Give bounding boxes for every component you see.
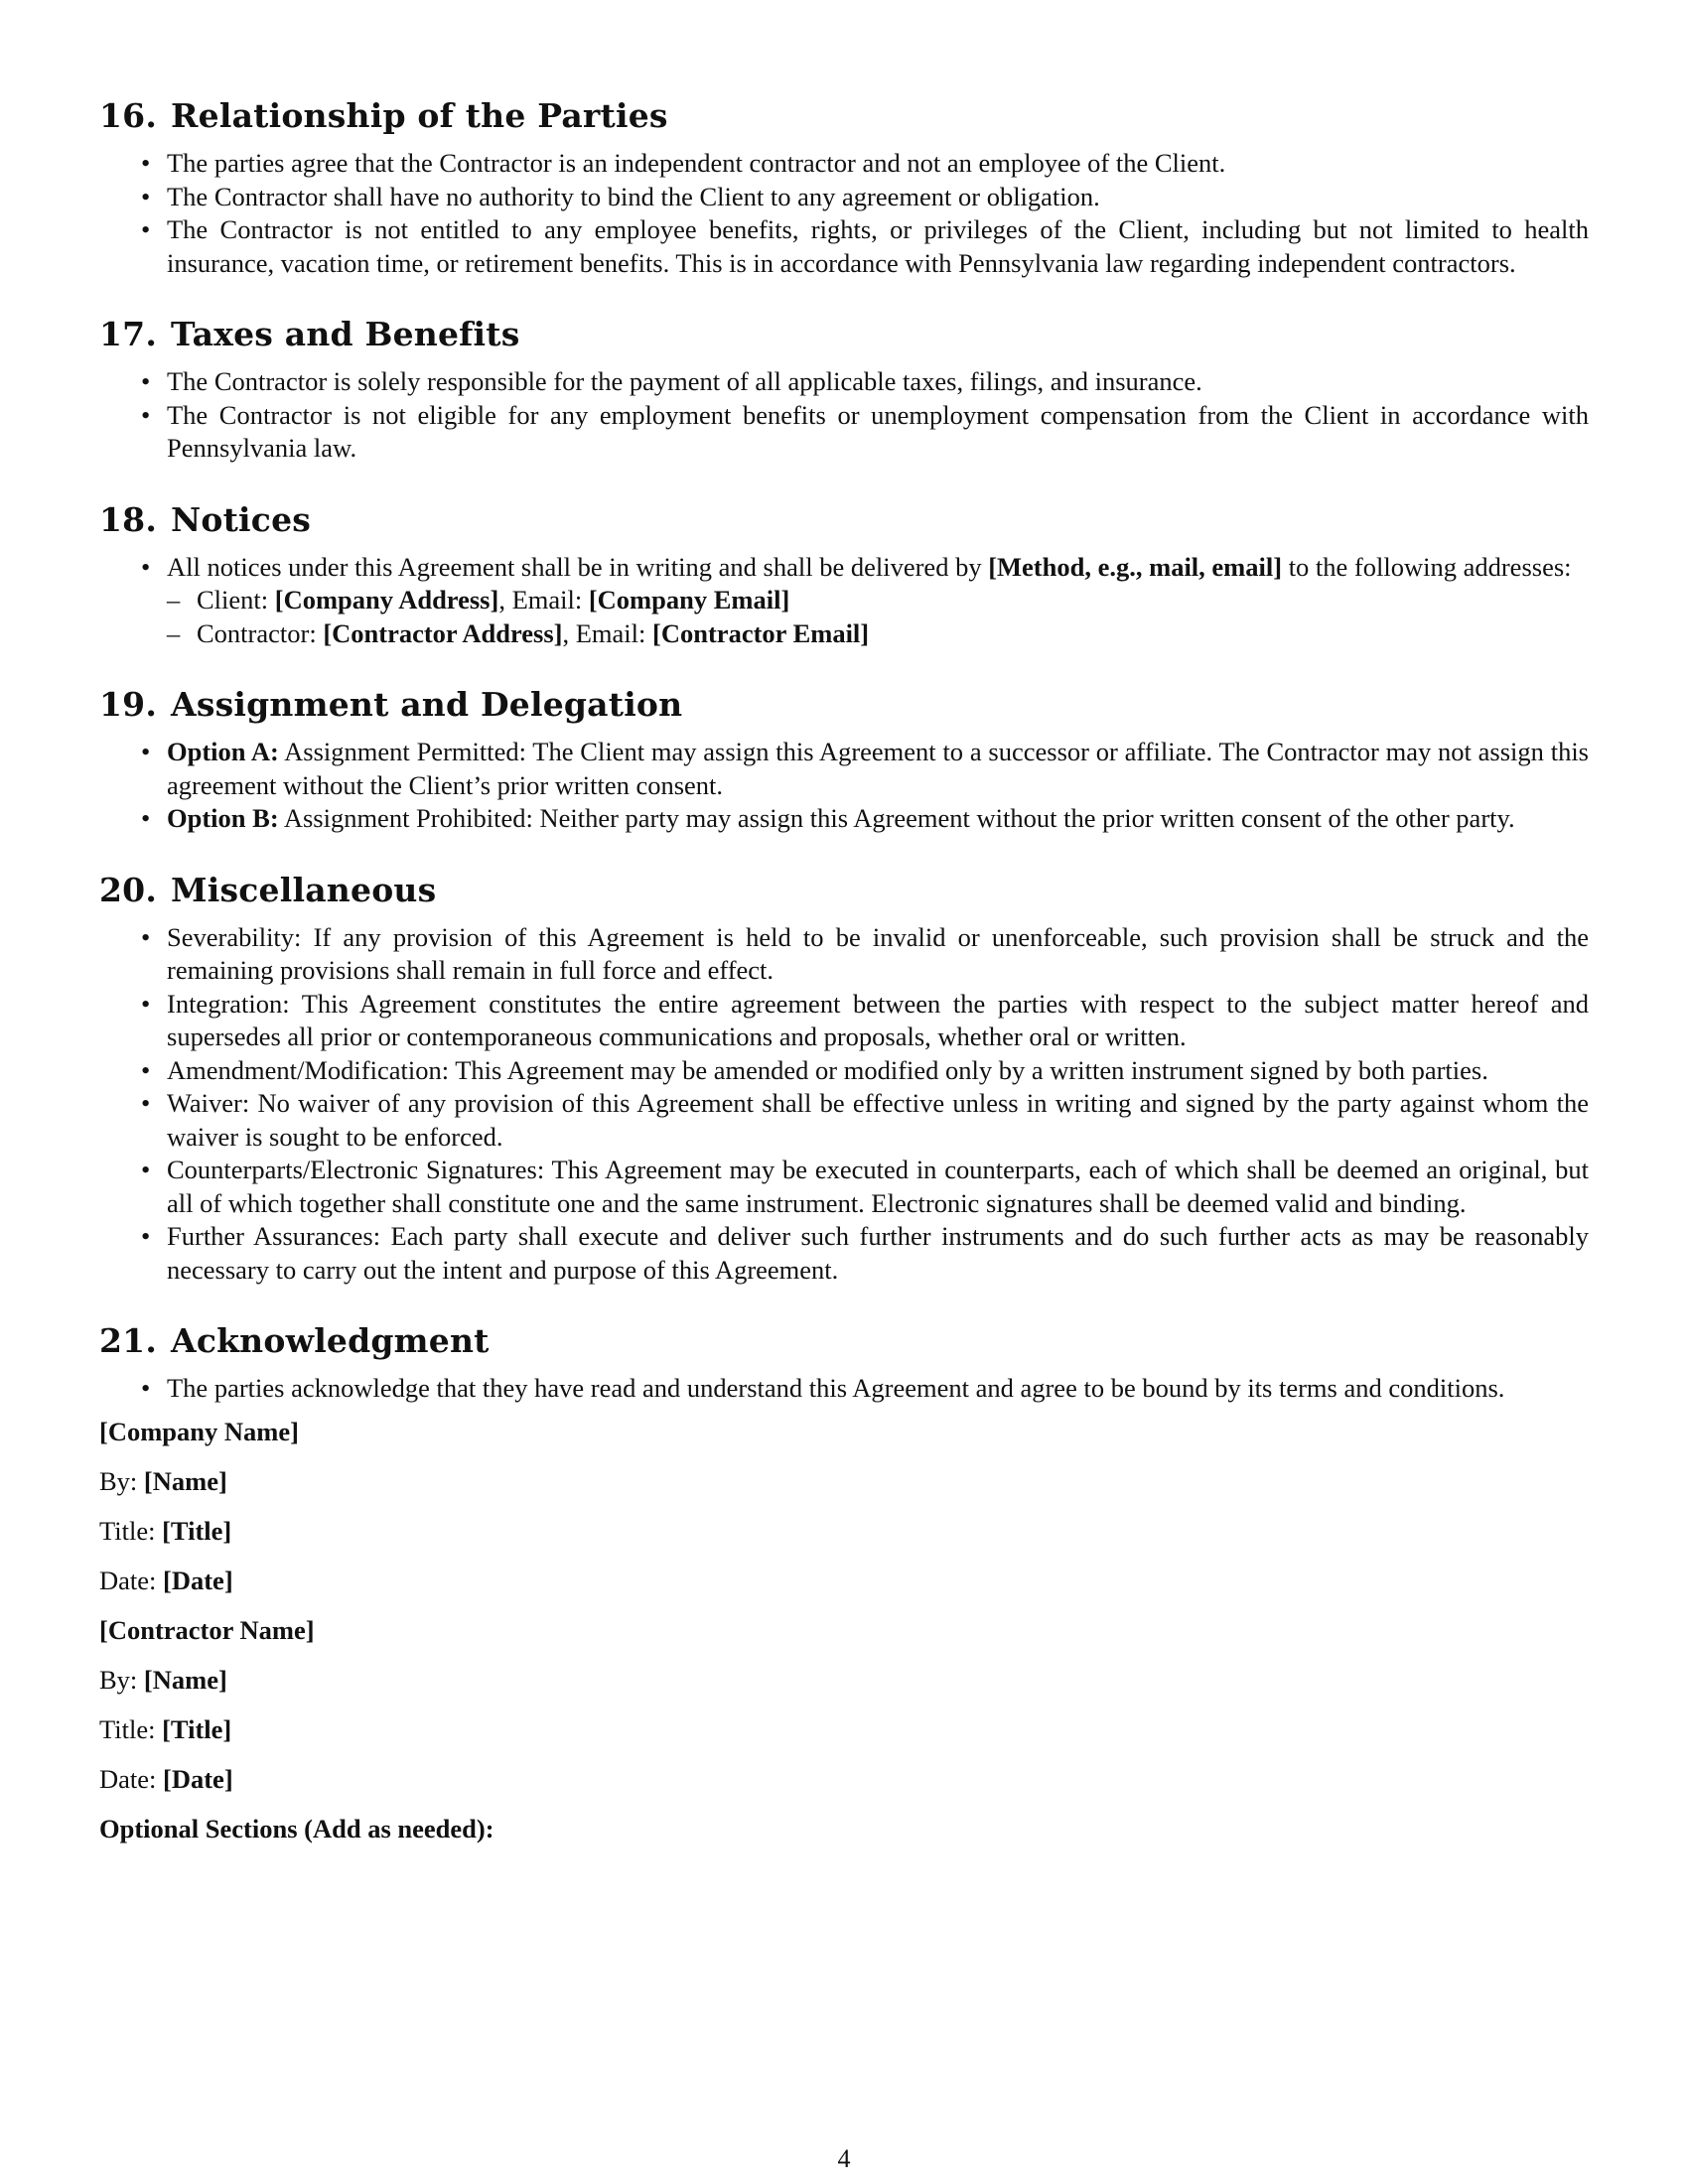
list-item: • Severability: If any provision of this Agreement is held to be invalid or unenforceable, such provision shall be struck and the remaining provisions shall remain in full force and effect.: [167, 921, 1589, 988]
list-item: • Integration: This Agreement constitutes the entire agreement between the parties with respect to the subject matter hereof and supersedes all prior or contemporaneous communications and proposals, whether oral or written.: [167, 988, 1589, 1054]
list-item: • Option A: Assignment Permitted: The Client may assign this Agreement to a successor or affiliate. The Contractor may not assign this agreement without the Client’s prior written consent.: [167, 736, 1589, 802]
section-heading-20: 20. Miscellaneous: [99, 870, 437, 909]
contractor-address-item: – Contractor: [Contractor Address], Email: [Contractor Email]: [197, 617, 1589, 651]
section-heading-18: 18. Notices: [99, 499, 312, 539]
section-heading-19: 19. Assignment and Delegation: [99, 685, 683, 724]
section-heading-17: 17. Taxes and Benefits: [99, 315, 520, 353]
signature-block-company: [Company Name] By: [Name] Title: [Title] Date: [Date]: [99, 1416, 299, 1595]
company-name-placeholder: [Company Name]: [99, 1416, 299, 1446]
list-item: • Counterparts/Electronic Signatures: This Agreement may be executed in counterparts, each of which shall be deemed an original, but all of which together shall constitute one and the same instrument. Electronic signatures shall be deemed valid and binding.: [167, 1154, 1589, 1220]
section-21-list: [99, 1372, 1589, 1406]
section-17-list: [99, 365, 1589, 466]
list-item: • The Contractor is not entitled to any employee benefits, rights, or privileges of the Client, including but not limited to health insurance, vacation time, or retirement benefits. This is in accordance with Pennsylvania law regarding independent contractors.: [167, 213, 1589, 280]
list-item: • The parties acknowledge that they have read and understand this Agreement and agree to be bound by its terms and conditions.: [167, 1372, 1589, 1406]
section-16-list: [99, 147, 1589, 280]
document-body: [99, 87, 1589, 1862]
optional-sections-heading: Optional Sections (Add as needed):: [99, 1813, 494, 1843]
section-heading-21: 21. Acknowledgment: [99, 1321, 490, 1360]
list-item: • Further Assurances: Each party shall execute and deliver such further instruments and do such further acts as may be reasonably necessary to carry out the intent and purpose of this Agreement.: [167, 1220, 1589, 1287]
section-19-list: [99, 736, 1589, 836]
list-item: • Option B: Assignment Prohibited: Neither party may assign this Agreement without the prior written consent of the other party.: [167, 802, 1589, 836]
section-18-list: [99, 551, 1589, 651]
list-item: • The parties agree that the Contractor is an independent contractor and not an employee of the Client.: [167, 147, 1589, 181]
address-sublist: [167, 584, 1589, 650]
list-item: • The Contractor is solely responsible for the payment of all applicable taxes, filings, and insurance.: [167, 365, 1589, 399]
section-20-list: [99, 921, 1589, 1288]
list-item: • The Contractor is not eligible for any employment benefits or unemployment compensation from the Client in accordance with Pennsylvania law.: [167, 399, 1589, 466]
list-item: • Amendment/Modification: This Agreement may be amended or modified only by a written instrument signed by both parties.: [167, 1054, 1589, 1088]
section-heading-16: 16. Relationship of the Parties: [99, 96, 668, 135]
list-item: • All notices under this Agreement shall be in writing and shall be delivered by [Method, e.g., mail, email] to the following addresses: – Client: [Company Address], Email: [Company Email] – Contractor: [Contractor Address], Email: [Contractor Email]: [167, 551, 1589, 651]
signature-block-contractor: [Contractor Name] By: [Name] Title: [Title] Date: [Date]: [99, 1614, 315, 1794]
list-item: • The Contractor shall have no authority to bind the Client to any agreement or obligation.: [167, 181, 1589, 214]
list-item: • Waiver: No waiver of any provision of this Agreement shall be effective unless in writing and signed by the party against whom the waiver is sought to be enforced.: [167, 1087, 1589, 1154]
page-number: 4: [837, 2144, 851, 2173]
client-address-item: – Client: [Company Address], Email: [Company Email]: [197, 584, 1589, 617]
contractor-name-placeholder: [Contractor Name]: [99, 1614, 315, 1645]
